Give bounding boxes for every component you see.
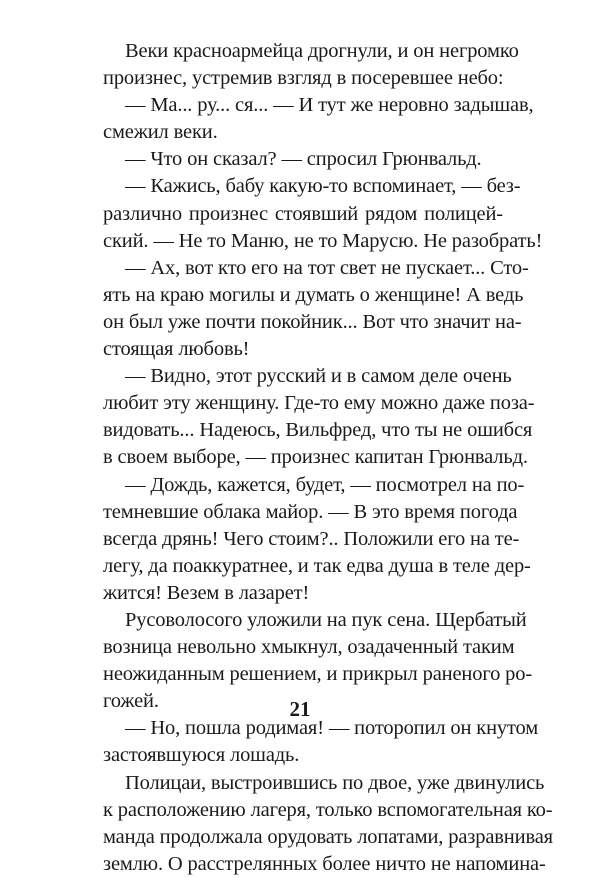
text-line: темневшие облака майор. — В это время погода — [103, 500, 518, 523]
text-line: в своем выборе, — произнес капитан Грюнвальд. — [103, 446, 528, 469]
text-line: всегда дрянь! Чего стоим?.. Положили его на те- — [103, 527, 520, 550]
text-line: смежил веки. — [103, 121, 218, 144]
text-line: произнес, устремив взгляд в посеревшее небо: — [103, 67, 504, 90]
text-line: — Что он сказал? — спросил Грюнвальд. — [125, 148, 482, 171]
text-line: Полицаи, выстроившись по двое, уже двинулись — [125, 771, 545, 794]
text-line: землю. О расстрелянных более ничто не напомина- — [103, 852, 546, 875]
text-line: легу, да поаккуратнее, и так едва душа в теле дер- — [103, 554, 531, 577]
page-number: 21 — [289, 697, 311, 721]
text-line: гожей. — [103, 690, 159, 713]
text-line: манда продолжала орудовать лопатами, разравнивая — [103, 825, 553, 848]
text-line: жится! Везем в лазарет! — [103, 581, 310, 604]
text-line: неожиданным решением, и прикрыл раненого ро- — [103, 663, 533, 686]
text-line: — Кажись, бабу какую-то вспоминает, — без- — [125, 175, 521, 198]
text-line: Русоволосого уложили на пук сена. Щербатый — [125, 608, 527, 631]
body-text — [103, 38, 553, 878]
text-line: различно произнес стоявший рядом полицей- — [103, 202, 503, 225]
text-line: — Видно, этот русский и в самом деле очень — [125, 365, 512, 388]
text-line: он был уже почти покойник... Вот что значит на- — [103, 310, 522, 333]
text-line: Веки красноармейца дрогнули, и он негромко — [125, 40, 519, 62]
text-line: ять на краю могилы и думать о женщине! А ведь — [103, 283, 524, 306]
text-line: ский. — Не то Маню, не то Марусю. Не разобрать! — [103, 229, 543, 252]
text-line: — Но, пошла родимая! — поторопил он кнутом — [125, 717, 539, 740]
text-line: — Ма... ру... ся... — И тут же неровно задышав, — [125, 94, 534, 117]
text-line: видовать... Надеюсь, Вильфред, что ты не ошибся — [103, 419, 533, 442]
text-line: возница невольно хмыкнул, озадаченный таким — [103, 636, 515, 659]
text-line: застоявшуюся лошадь. — [103, 744, 300, 767]
text-line: — Ах, вот кто его на тот свет не пускает... Сто- — [125, 256, 529, 279]
text-line: любит эту женщину. Где-то ему можно даже поза- — [103, 392, 535, 415]
text-line: стоящая любовь! — [103, 338, 250, 361]
text-line: — Дождь, кажется, будет, — посмотрел на по- — [125, 473, 525, 496]
text-line: к расположению лагеря, только вспомогательная ко- — [103, 798, 553, 821]
